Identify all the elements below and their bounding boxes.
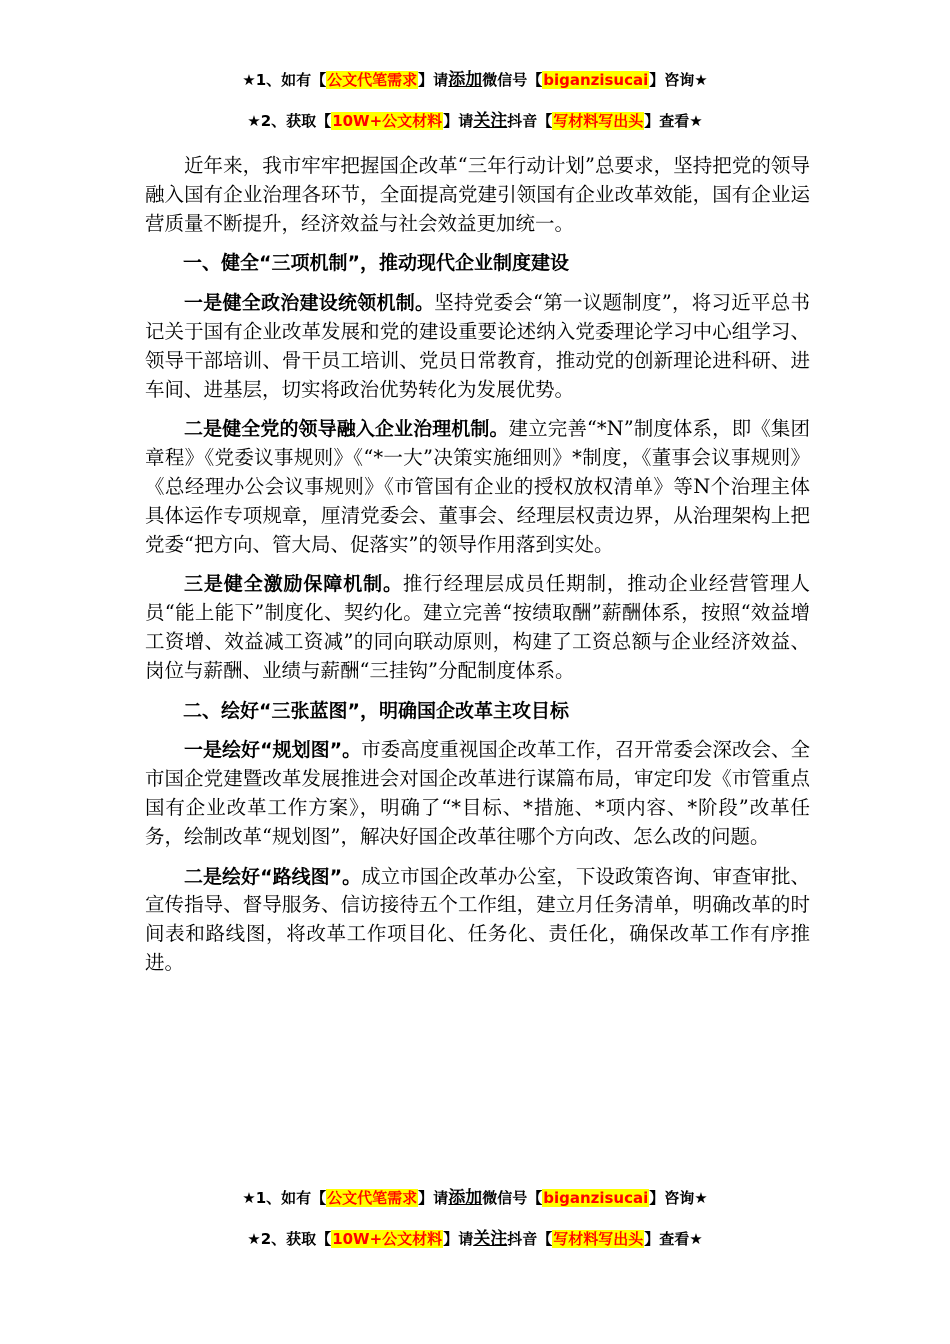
bottom-banner-line-1 [0, 1188, 950, 1208]
underlined-action: 添加 [448, 1188, 483, 1208]
section-heading-2: 二、绘好“三张蓝图”，明确国企改革主攻目标 [183, 699, 569, 722]
paragraph-text: 市委高度重视国企改革工作，召开常委会深改会、全市国企党建暨改革发展推进会对国企改革进行谋篇布局，审定印发《市管重点国有企业改革工作方案》，明确了“*目标、*措施、*项内容、*阶段”改革任务，绘制改革“规划图”，解决好国企改革往哪个方向改、怎么改的问题。 [145, 738, 810, 848]
underlined-action: 关注 [473, 1229, 508, 1249]
paragraph-text: 推行经理层成员任期制，推动企业经营管理人员“能上能下”制度化、契约化。建立完善“按绩取酬”薪酬体系，按照“效益增工资增、效益减工资减”的同向联动原则，构建了工资总额与企业经济效益、岗位与薪酬、业绩与薪酬“三挂钩”分配制度体系。 [145, 572, 810, 682]
banner-text: 】咨询★ [649, 71, 708, 89]
highlight-wechat-id: biganzisucai [543, 71, 649, 89]
paragraph-1 [145, 289, 810, 404]
banner-text: 抖音【 [507, 112, 553, 130]
banner-text: ★2、获取【 [247, 112, 332, 130]
paragraph-text: 成立市国企改革办公室，下设政策咨询、审查审批、宣传指导、督导服务、信访接待五个工作组，建立月任务清单，明确改革的时间表和路线图，将改革工作项目化、任务化、责任化，确保改革工作有序推进。 [145, 864, 810, 974]
bottom-banner-line-2 [0, 1229, 950, 1249]
banner-text: 微信号【 [482, 1189, 543, 1207]
top-banner-line-2 [0, 111, 950, 131]
underlined-action: 关注 [473, 111, 508, 131]
paragraph-lead: 二是健全党的领导融入企业治理机制。 [184, 418, 509, 441]
banner-text: 】请 [418, 1189, 449, 1207]
article-body [145, 152, 810, 989]
banner-text: 抖音【 [507, 1230, 553, 1248]
paragraph-lead: 一是绘好“规划图”。 [184, 739, 362, 762]
banner-text: 微信号【 [482, 71, 543, 89]
highlight-douyin-id: 写材料写出头 [553, 112, 644, 130]
highlight-service: 公文代笔需求 [327, 71, 418, 89]
underlined-action: 添加 [448, 70, 483, 90]
highlight-wechat-id: biganzisucai [543, 1189, 649, 1207]
paragraph-text: 坚持党委会“第一议题制度”，将习近平总书记关于国有企业改革发展和党的建设重要论述纳入党委理论学习中心组学习、领导干部培训、骨干员工培训、党员日常教育，推动党的创新理论进科研、进车间、进基层，切实将政治优势转化为发展优势。 [145, 291, 810, 401]
banner-text: 】咨询★ [649, 1189, 708, 1207]
banner-text: 】查看★ [644, 112, 703, 130]
paragraph-text: 建立完善“*N”制度体系，即《集团章程》《党委议事规则》《“*一大”决策实施细则》*制度，《董事会议事规则》《总经理办公会议事规则》《市管国有企业的授权放权清单》等N个治理主体具体运作专项规章，厘清党委会、董事会、经理层权责边界，从治理架构上把党委“把方向、管大局、促落实”的领导作用落到实处。 [145, 417, 810, 556]
highlight-materials: 10W+公文材料 [332, 1230, 443, 1248]
paragraph-lead: 二是绘好“路线图”。 [184, 865, 362, 888]
highlight-douyin-id: 写材料写出头 [553, 1230, 644, 1248]
banner-text: 】请 [418, 71, 449, 89]
paragraph-lead: 一是健全政治建设统领机制。 [184, 292, 435, 315]
paragraph-5 [145, 863, 810, 978]
highlight-materials: 10W+公文材料 [332, 112, 443, 130]
banner-text: 】请 [443, 112, 474, 130]
banner-text: ★1、如有【 [242, 1189, 327, 1207]
banner-text: ★2、获取【 [247, 1230, 332, 1248]
paragraph-2 [145, 415, 810, 559]
highlight-service: 公文代笔需求 [327, 1189, 418, 1207]
paragraph-3 [145, 570, 810, 685]
banner-text: 】查看★ [644, 1230, 703, 1248]
paragraph-4 [145, 736, 810, 851]
top-banner-line-1 [0, 70, 950, 90]
section-heading-1: 一、健全“三项机制”，推动现代企业制度建设 [183, 252, 569, 275]
paragraph-lead: 三是健全激励保障机制。 [184, 573, 403, 596]
banner-text: 】请 [443, 1230, 474, 1248]
banner-text: ★1、如有【 [242, 71, 327, 89]
intro-paragraph: 近年来，我市牢牢把握国企改革“三年行动计划”总要求，坚持把党的领导融入国有企业治理各环节，全面提高党建引领国有企业改革效能，国有企业运营质量不断提升，经济效益与社会效益更加统一。 [145, 154, 810, 235]
